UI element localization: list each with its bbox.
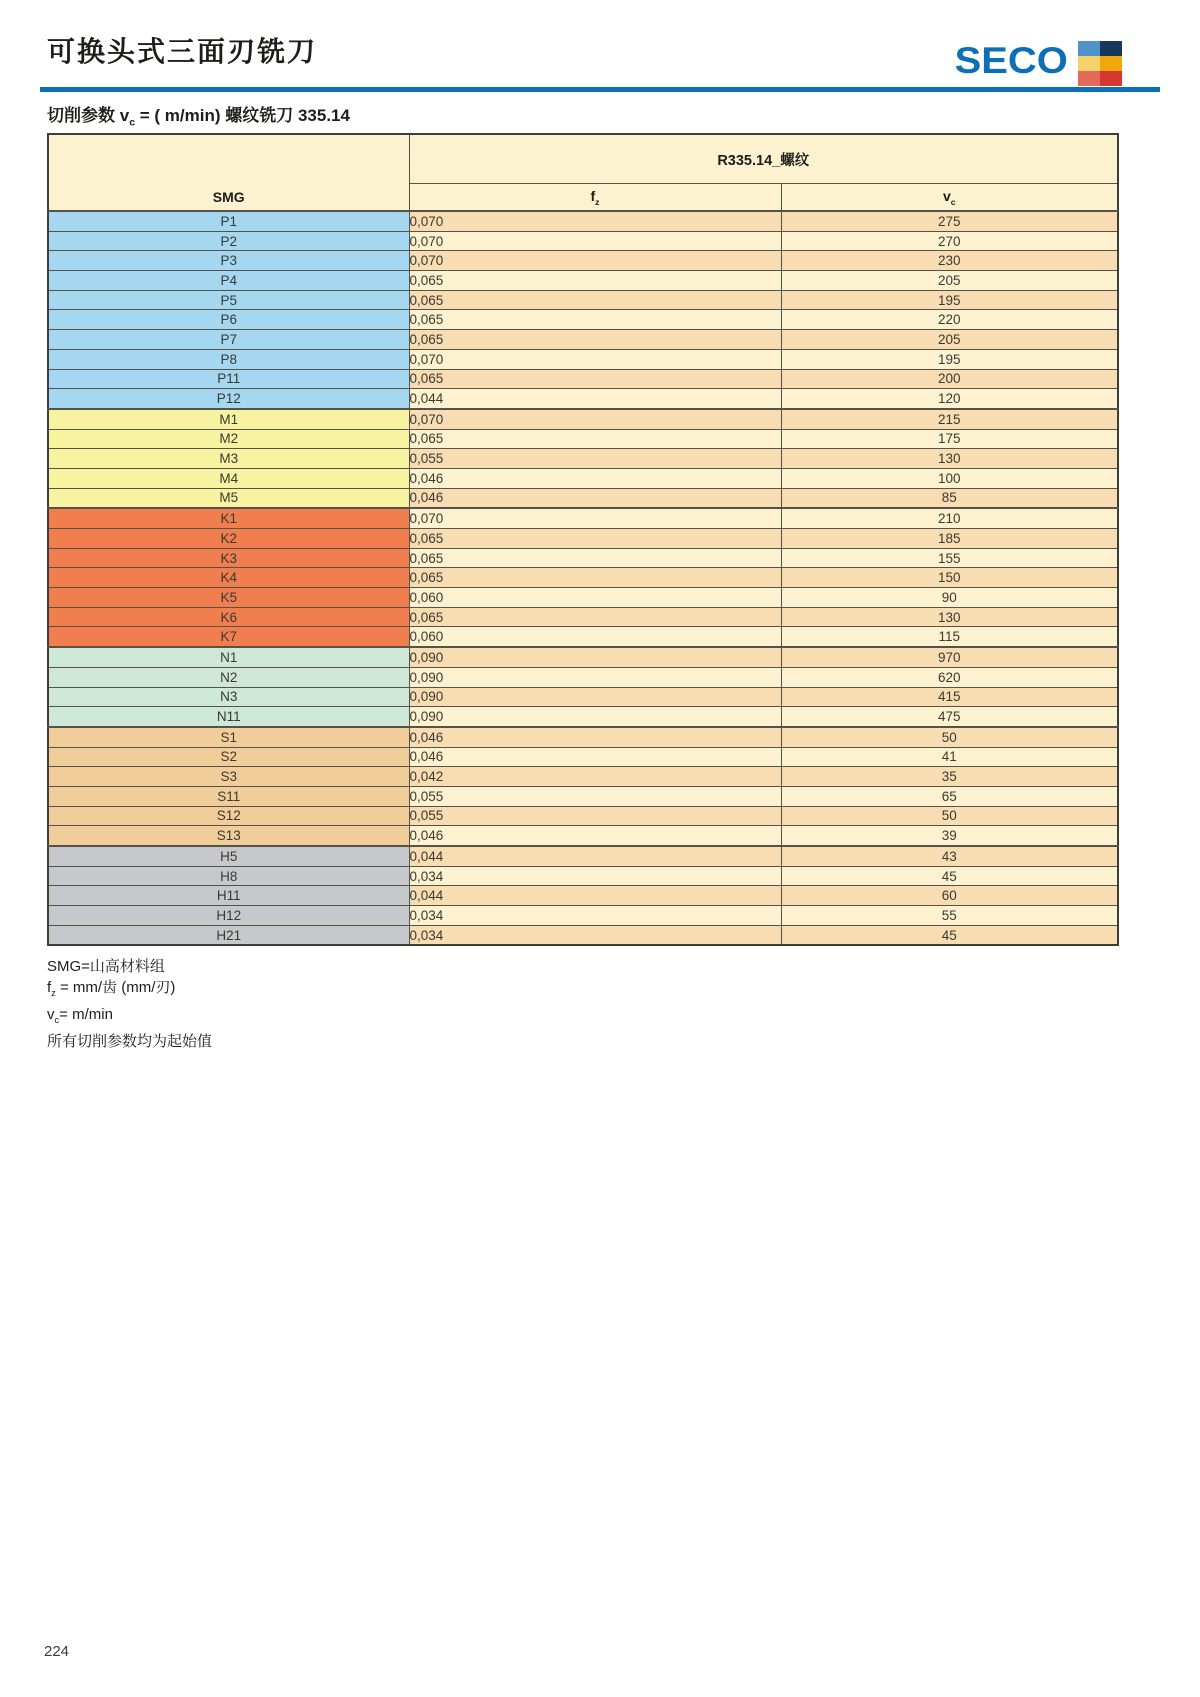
- fz-cell: 0,065: [409, 568, 781, 588]
- table-row: [48, 767, 1118, 787]
- vc-cell: 205: [781, 330, 1118, 350]
- fz-cell: 0,042: [409, 767, 781, 787]
- smg-cell: N1: [48, 647, 409, 667]
- vc-cell: 215: [781, 409, 1118, 429]
- table-row: [48, 886, 1118, 906]
- table-row: [48, 349, 1118, 369]
- vc-cell: 39: [781, 826, 1118, 846]
- fz-cell: 0,065: [409, 271, 781, 291]
- fz-cell: 0,060: [409, 588, 781, 608]
- vc-cell: 275: [781, 211, 1118, 231]
- table-header: [48, 134, 1118, 211]
- fz-cell: 0,046: [409, 468, 781, 488]
- fz-cell: 0,090: [409, 707, 781, 727]
- fz-cell: 0,034: [409, 866, 781, 886]
- vc-cell: 85: [781, 488, 1118, 508]
- smg-cell: P5: [48, 290, 409, 310]
- vc-cell: 230: [781, 251, 1118, 271]
- table-row: [48, 369, 1118, 389]
- fz-cell: 0,065: [409, 548, 781, 568]
- smg-column-header: SMG: [48, 134, 409, 211]
- smg-cell: H5: [48, 846, 409, 866]
- fz-column-header: $f_z$: [409, 184, 781, 212]
- vc-cell: 60: [781, 886, 1118, 906]
- fz-cell: 0,055: [409, 806, 781, 826]
- table-row: [48, 548, 1118, 568]
- table-row: [48, 906, 1118, 926]
- table-row: [48, 251, 1118, 271]
- seco-logo: [954, 38, 1122, 86]
- vc-cell: 130: [781, 449, 1118, 469]
- smg-cell: S3: [48, 767, 409, 787]
- fz-cell: 0,090: [409, 667, 781, 687]
- table-row: [48, 389, 1118, 409]
- smg-cell: N2: [48, 667, 409, 687]
- table-row: [48, 627, 1118, 647]
- table-row: [48, 747, 1118, 767]
- fz-cell: 0,046: [409, 747, 781, 767]
- table-row: [48, 429, 1118, 449]
- smg-cell: H8: [48, 866, 409, 886]
- table-row: [48, 707, 1118, 727]
- table-row: [48, 647, 1118, 667]
- fz-cell: 0,034: [409, 906, 781, 926]
- seco-logo-text: SECO: [954, 40, 1068, 81]
- smg-cell: M4: [48, 468, 409, 488]
- table-row: [48, 925, 1118, 945]
- footnote-fz: $f_z = mm/$齿 (mm/刃): [47, 979, 176, 998]
- smg-cell: P7: [48, 330, 409, 350]
- table-row: [48, 667, 1118, 687]
- smg-cell: P6: [48, 310, 409, 330]
- table-row: [48, 846, 1118, 866]
- vc-cell: 35: [781, 767, 1118, 787]
- section-subtitle: 切削参数 $v_c$ = ( m/min) 螺纹铣刀 335.14: [47, 106, 350, 129]
- vc-cell: 90: [781, 588, 1118, 608]
- smg-cell: K1: [48, 508, 409, 528]
- vc-cell: 200: [781, 369, 1118, 389]
- smg-cell: M1: [48, 409, 409, 429]
- vc-cell: 210: [781, 508, 1118, 528]
- fz-cell: 0,044: [409, 389, 781, 409]
- table-row: [48, 330, 1118, 350]
- vc-column-header: $v_c$: [781, 184, 1118, 212]
- fz-cell: 0,065: [409, 529, 781, 549]
- vc-cell: 120: [781, 389, 1118, 409]
- vc-cell: 50: [781, 806, 1118, 826]
- fz-cell: 0,046: [409, 727, 781, 747]
- smg-cell: P2: [48, 231, 409, 251]
- smg-cell: P11: [48, 369, 409, 389]
- vc-cell: 620: [781, 667, 1118, 687]
- vc-cell: 50: [781, 727, 1118, 747]
- footnotes: [47, 956, 212, 1052]
- table-row: [48, 468, 1118, 488]
- smg-cell: M2: [48, 429, 409, 449]
- vc-cell: 45: [781, 866, 1118, 886]
- table-row: [48, 290, 1118, 310]
- vc-cell: 475: [781, 707, 1118, 727]
- table-body: [48, 211, 1118, 945]
- fz-cell: 0,065: [409, 607, 781, 627]
- table-row: [48, 866, 1118, 886]
- fz-cell: 0,065: [409, 369, 781, 389]
- smg-cell: H21: [48, 925, 409, 945]
- smg-cell: K3: [48, 548, 409, 568]
- fz-cell: 0,065: [409, 290, 781, 310]
- smg-cell: P8: [48, 349, 409, 369]
- fz-cell: 0,065: [409, 330, 781, 350]
- footnote-start-values: 所有切削参数均为起始值: [47, 1033, 213, 1050]
- vc-cell: 195: [781, 349, 1118, 369]
- vc-cell: 150: [781, 568, 1118, 588]
- fz-cell: 0,070: [409, 508, 781, 528]
- fz-cell: 0,046: [409, 488, 781, 508]
- smg-cell: K7: [48, 627, 409, 647]
- vc-cell: 270: [781, 231, 1118, 251]
- vc-cell: 65: [781, 786, 1118, 806]
- fz-cell: 0,044: [409, 886, 781, 906]
- fz-cell: 0,055: [409, 449, 781, 469]
- smg-cell: P12: [48, 389, 409, 409]
- vc-cell: 43: [781, 846, 1118, 866]
- table-row: [48, 211, 1118, 231]
- vc-cell: 55: [781, 906, 1118, 926]
- header-divider: [40, 87, 1160, 92]
- smg-cell: N3: [48, 687, 409, 707]
- vc-cell: 100: [781, 468, 1118, 488]
- seco-logo-squares-icon: [1078, 41, 1122, 86]
- table-row: [48, 607, 1118, 627]
- footnote-smg: SMG=山高材料组: [47, 958, 165, 975]
- fz-cell: 0,070: [409, 409, 781, 429]
- fz-cell: 0,055: [409, 786, 781, 806]
- vc-cell: 185: [781, 529, 1118, 549]
- table-row: [48, 806, 1118, 826]
- smg-cell: S2: [48, 747, 409, 767]
- smg-cell: H11: [48, 886, 409, 906]
- table-row: [48, 529, 1118, 549]
- fz-cell: 0,044: [409, 846, 781, 866]
- fz-cell: 0,060: [409, 627, 781, 647]
- fz-cell: 0,070: [409, 251, 781, 271]
- table-row: [48, 687, 1118, 707]
- smg-cell: M5: [48, 488, 409, 508]
- smg-cell: S13: [48, 826, 409, 846]
- smg-cell: S12: [48, 806, 409, 826]
- smg-cell: K5: [48, 588, 409, 608]
- fz-cell: 0,070: [409, 349, 781, 369]
- smg-cell: K6: [48, 607, 409, 627]
- table-row: [48, 271, 1118, 291]
- smg-cell: P1: [48, 211, 409, 231]
- vc-cell: 205: [781, 271, 1118, 291]
- table-row: [48, 508, 1118, 528]
- smg-cell: P4: [48, 271, 409, 291]
- page-title: 可换头式三面刃铣刀: [47, 36, 318, 67]
- table-row: [48, 449, 1118, 469]
- table-row: [48, 409, 1118, 429]
- smg-cell: N11: [48, 707, 409, 727]
- vc-cell: 45: [781, 925, 1118, 945]
- table-row: [48, 588, 1118, 608]
- vc-cell: 970: [781, 647, 1118, 667]
- fz-cell: 0,070: [409, 231, 781, 251]
- smg-cell: M3: [48, 449, 409, 469]
- vc-cell: 155: [781, 548, 1118, 568]
- table-row: [48, 786, 1118, 806]
- table-row: [48, 727, 1118, 747]
- vc-cell: 220: [781, 310, 1118, 330]
- page-number: 224: [44, 1643, 70, 1660]
- footnote-vc: $v_c= m/\min$: [47, 1006, 113, 1025]
- vc-cell: 41: [781, 747, 1118, 767]
- vc-cell: 175: [781, 429, 1118, 449]
- smg-cell: K4: [48, 568, 409, 588]
- vc-cell: 195: [781, 290, 1118, 310]
- fz-cell: 0,034: [409, 925, 781, 945]
- fz-cell: 0,090: [409, 647, 781, 667]
- smg-cell: H12: [48, 906, 409, 926]
- fz-cell: 0,065: [409, 310, 781, 330]
- smg-cell: P3: [48, 251, 409, 271]
- table-row: [48, 488, 1118, 508]
- table-row: [48, 310, 1118, 330]
- table-row: [48, 826, 1118, 846]
- cutting-parameters-table: [47, 133, 1119, 946]
- vc-cell: 415: [781, 687, 1118, 707]
- fz-cell: 0,065: [409, 429, 781, 449]
- table-row: [48, 568, 1118, 588]
- vc-cell: 130: [781, 607, 1118, 627]
- vc-cell: 115: [781, 627, 1118, 647]
- fz-cell: 0,090: [409, 687, 781, 707]
- smg-cell: K2: [48, 529, 409, 549]
- table-row: [48, 231, 1118, 251]
- smg-cell: S1: [48, 727, 409, 747]
- smg-cell: S11: [48, 786, 409, 806]
- fz-cell: 0,046: [409, 826, 781, 846]
- tool-span-header: R335.14_螺纹: [409, 134, 1118, 184]
- fz-cell: 0,070: [409, 211, 781, 231]
